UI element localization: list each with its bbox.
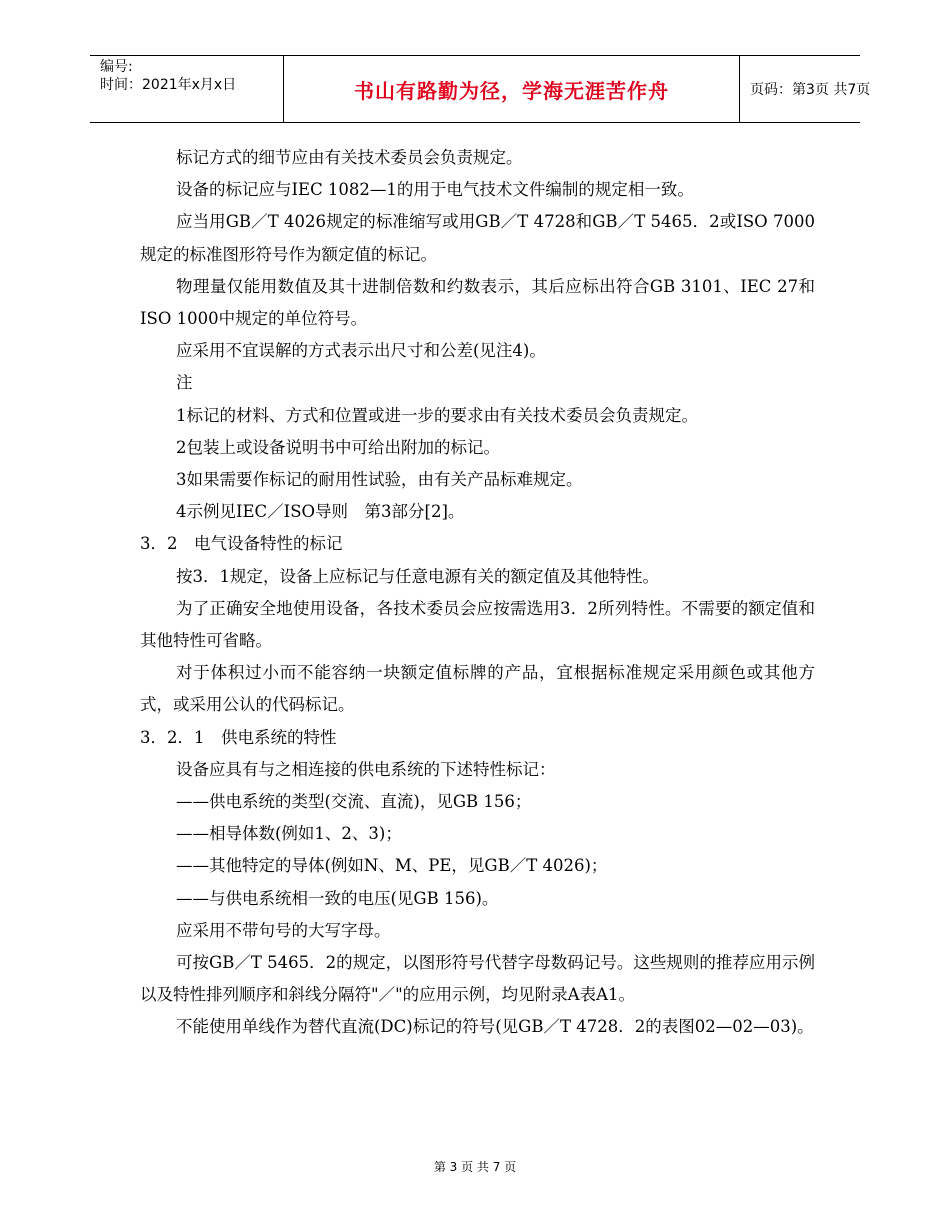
page-header bbox=[90, 55, 871, 123]
note-item: 3如果需要作标记的耐用性试验，由有关产品标难规定。 bbox=[176, 470, 583, 490]
paragraph: 按3．1规定，设备上应标记与任意电源有关的额定值及其他特性。 bbox=[176, 566, 659, 586]
document-number-label: 编号: bbox=[100, 59, 133, 75]
paragraph: 标记方式的细节应由有关技术委员会负责规定。 bbox=[176, 148, 523, 167]
paragraph: 应采用不宜误解的方式表示出尺寸和公差(见注4)。 bbox=[176, 341, 546, 361]
paragraph: 应当用GB／T 4026规定的标准缩写或用GB／T 4728和GB／T 5465．2或ISO 7000规定的标准图形符号作为额定值的标记。 bbox=[140, 212, 815, 264]
header-motto-cell bbox=[283, 56, 740, 122]
list-item: ——相导体数(例如1、2、3)； bbox=[176, 824, 402, 844]
document-time-label: 时间：2021年x月x日 bbox=[100, 77, 237, 93]
list-item: ——与供电系统相一致的电压(见GB 156)。 bbox=[176, 888, 499, 908]
paragraph: 不能使用单线作为替代直流(DC)标记的符号(见GB／T 4728．2的表图02—02—03)。 bbox=[176, 1017, 814, 1037]
page-footer: 第 3 页 共 7 页 bbox=[433, 1160, 517, 1174]
list-item: ——供电系统的类型(交流、直流)，见GB 156； bbox=[176, 792, 532, 812]
section-heading: 3．2 电气设备特性的标记 bbox=[140, 534, 343, 554]
list-item: ——其他特定的导体(例如N、M、PE，见GB／T 4026)； bbox=[176, 856, 608, 876]
paragraph: 设备应具有与之相连接的供电系统的下述特性标记： bbox=[176, 759, 556, 779]
note-heading: 注 bbox=[176, 373, 193, 393]
note-item: 2包装上或设备说明书中可给出附加的标记。 bbox=[176, 437, 500, 457]
subsection-heading: 3．2．1 供电系统的特性 bbox=[140, 727, 337, 747]
header-page-info: 页码：第3页 共7页 bbox=[750, 82, 871, 98]
paragraph: 对于体积过小而不能容纳一块额定值标牌的产品，宜根据标准规定采用颜色或其他方式，或采用公认的代码标记。 bbox=[140, 663, 815, 715]
paragraph: 可按GB／T 5465．2的规定，以图形符号代替字母数码记号。这些规则的推荐应用示例以及特性排列顺序和斜线分隔符"／"的应用示例，均见附录A表A1。 bbox=[140, 953, 815, 1005]
paragraph: 设备的标记应与IEC 1082—1的用于电气技术文件编制的规定相一致。 bbox=[176, 180, 694, 200]
note-item: 4示例见IEC／ISO导则 第3部分[2]。 bbox=[176, 502, 465, 522]
header-motto: 书山有路勤为径，学海无涯苦作舟 bbox=[354, 78, 669, 103]
header-meta bbox=[90, 56, 283, 122]
header-page-cell bbox=[740, 56, 871, 122]
paragraph: 应采用不带句号的大写字母。 bbox=[176, 920, 391, 940]
note-item: 1标记的材料、方式和位置或进一步的要求由有关技术委员会负责规定。 bbox=[176, 405, 698, 425]
document-body bbox=[140, 142, 815, 1044]
paragraph: 为了正确安全地使用设备，各技术委员会应按需选用3．2所列特性。不需要的额定值和其他特性可省略。 bbox=[140, 598, 815, 651]
paragraph: 物理量仅能用数值及其十进制倍数和约数表示，其后应标出符合GB 3101、IEC 27和ISO 1000中规定的单位符号。 bbox=[140, 276, 815, 329]
